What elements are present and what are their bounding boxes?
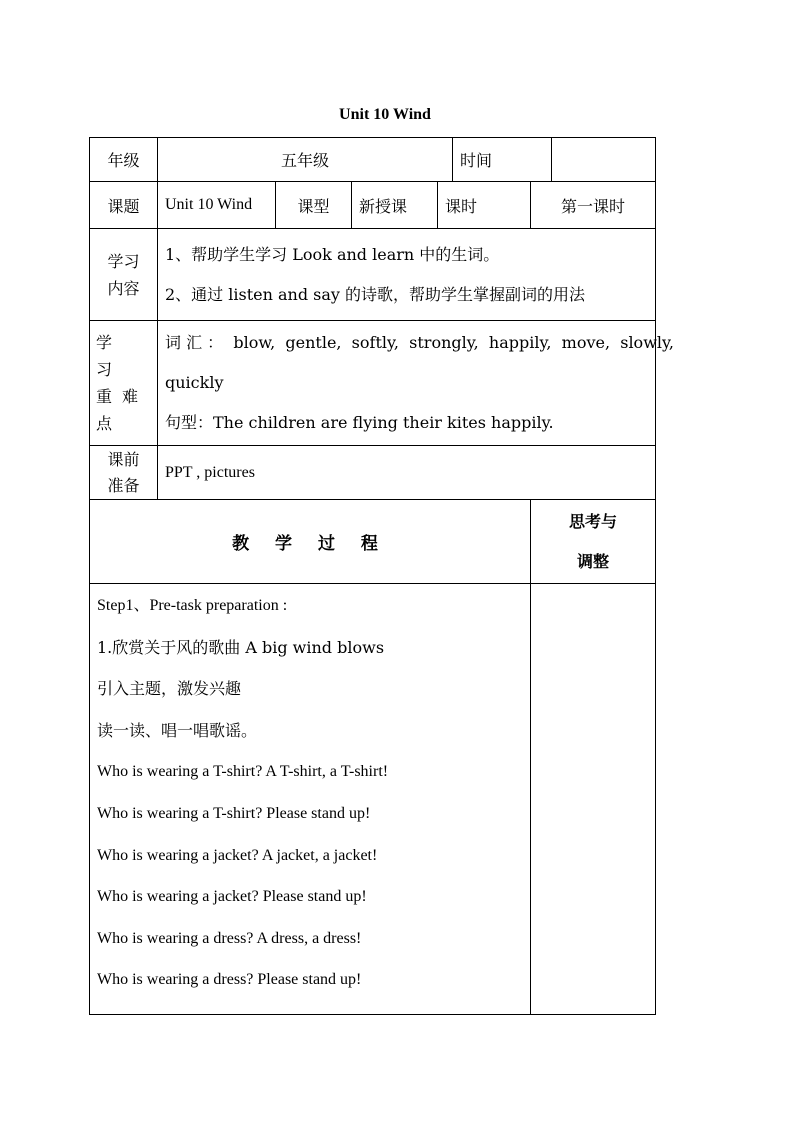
grade-label: 年级 bbox=[90, 138, 158, 182]
think-line2: 调整 bbox=[577, 551, 610, 571]
content-label-cell bbox=[90, 229, 158, 321]
prep-label-line2: 准备 bbox=[107, 475, 140, 495]
content-value-cell bbox=[158, 229, 656, 321]
content-label-line1: 学习 bbox=[107, 251, 140, 271]
content-row bbox=[90, 229, 656, 321]
type-value: 新授课 bbox=[352, 182, 438, 229]
step-heading: Step1、Pre-task preparation : bbox=[97, 597, 288, 614]
focus-label-char: 点 bbox=[96, 414, 113, 433]
prep-value: PPT , pictures bbox=[158, 446, 656, 500]
focus-label-char bbox=[122, 330, 148, 355]
process-header-row bbox=[90, 500, 656, 584]
prep-row bbox=[90, 446, 656, 500]
step-line: 1.欣赏关于风的歌曲 A big wind blows bbox=[97, 637, 385, 657]
focus-label-char: 学 bbox=[96, 333, 113, 352]
focus-label-cell bbox=[90, 321, 158, 446]
content-item: 1、帮助学生学习 Look and learn 中的生词。 bbox=[165, 244, 500, 264]
chant-line: Who is wearing a T-shirt? A T-shirt, a T-shirt! bbox=[97, 763, 389, 781]
focus-label-char bbox=[122, 357, 148, 382]
grade-row bbox=[90, 138, 656, 182]
content-item: 2、通过 listen and say 的诗歌，帮助学生掌握副词的用法 bbox=[165, 284, 586, 304]
step-line: 引入主题，激发兴趣 bbox=[97, 679, 242, 699]
think-adjust-cell bbox=[531, 584, 656, 1015]
chant-line: Who is wearing a jacket? Please stand up! bbox=[97, 888, 367, 906]
focus-label-char: 习 bbox=[96, 360, 113, 379]
focus-label-char: 难 bbox=[122, 387, 139, 406]
focus-pattern: 句型：The children are flying their kites happily. bbox=[165, 413, 554, 432]
chant-line: Who is wearing a T-shirt? Please stand up! bbox=[97, 804, 371, 822]
prep-label-cell bbox=[90, 446, 158, 500]
focus-value-cell bbox=[158, 321, 675, 446]
lesson-plan-table bbox=[89, 137, 675, 1015]
process-title: 教 学 过 程 bbox=[90, 500, 531, 584]
process-steps-cell bbox=[90, 584, 531, 1015]
lesson-row bbox=[90, 182, 656, 229]
chant-line: Who is wearing a jacket? A jacket, a jacket! bbox=[97, 846, 378, 864]
page-title: Unit 10 Wind bbox=[339, 106, 431, 123]
chant-line: Who is wearing a dress? A dress, a dress! bbox=[97, 929, 362, 947]
focus-vocab-line1: 词 汇 ： blow, gentle, softly, strongly, happily, move, slowly, bbox=[165, 333, 675, 352]
type-label: 课型 bbox=[276, 182, 352, 229]
process-body-row bbox=[90, 584, 656, 1015]
time-value bbox=[552, 138, 656, 182]
focus-label-char bbox=[122, 411, 148, 436]
grade-value: 五年级 bbox=[158, 138, 453, 182]
period-value: 第一课时 bbox=[531, 182, 656, 229]
time-label: 时间 bbox=[453, 138, 552, 182]
topic-label: 课题 bbox=[90, 182, 158, 229]
think-adjust-header bbox=[531, 500, 656, 584]
period-label: 课时 bbox=[438, 182, 531, 229]
focus-vocab-line2: quickly bbox=[165, 373, 224, 392]
topic-value: Unit 10 Wind bbox=[158, 182, 276, 229]
think-line1: 思考与 bbox=[569, 511, 618, 531]
content-label-line2: 内容 bbox=[107, 278, 140, 298]
prep-label-line1: 课前 bbox=[107, 449, 140, 469]
focus-row bbox=[90, 321, 656, 446]
chant-line: Who is wearing a dress? Please stand up! bbox=[97, 971, 362, 989]
step-line: 读一读、唱一唱歌谣。 bbox=[97, 720, 258, 740]
focus-label-char: 重 bbox=[96, 387, 113, 406]
